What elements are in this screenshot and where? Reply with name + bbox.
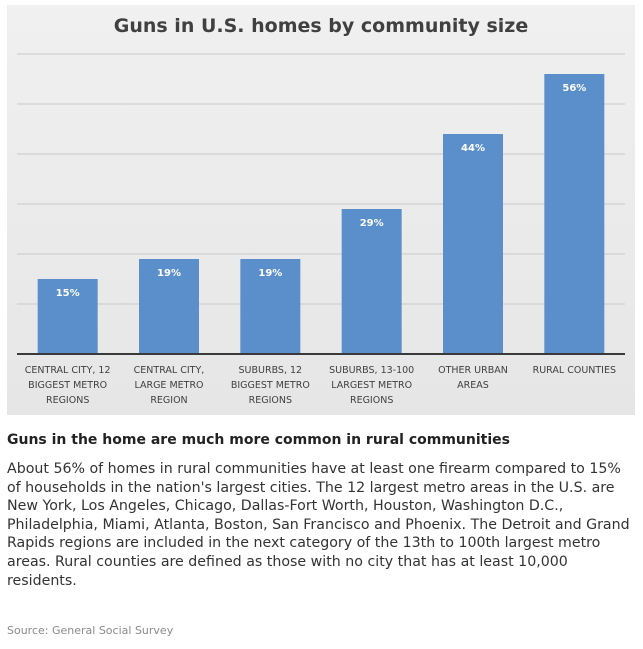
category-label-2 <box>231 365 310 406</box>
data-label-2: 19% <box>258 268 283 279</box>
category-label-line: SUBURBS, 13-100 <box>329 365 415 376</box>
category-label-line: REGIONS <box>349 395 394 406</box>
category-label-line: REGIONS <box>45 395 90 406</box>
category-label-1 <box>134 365 205 406</box>
category-label-4 <box>438 365 508 391</box>
data-label-3: 29% <box>359 218 384 229</box>
category-label-line: OTHER URBAN <box>438 365 508 376</box>
category-label-line: LARGEST METRO <box>331 380 413 391</box>
category-label-line: REGION <box>150 395 188 406</box>
data-label-5: 56% <box>562 83 587 94</box>
data-label-1: 19% <box>157 268 181 279</box>
bar-5 <box>544 74 604 354</box>
source-note: Source: General Social Survey <box>7 624 174 637</box>
category-label-line: RURAL COUNTIES <box>532 365 617 376</box>
data-label-0: 15% <box>55 288 80 299</box>
bar-chart <box>7 5 635 415</box>
bar-4 <box>443 134 503 354</box>
data-label-4: 44% <box>461 143 485 154</box>
caption-body: About 56% of homes in rural communities have at least one firearm compared to 15% of households in the nation's largest cities. The 12 largest metro areas in the U.S. are New York, Los Angeles, Chicago, Dallas-Fort Worth, Houston, Washington D.C., Philadelphia, Miami, Atlanta, Boston, San Francisco and Phoenix. The Detroit and Grand Rapids regions are included in the next category of the 13th to 100th largest metro areas. Rural counties are defined as those with no city that has at least 10,000 residents. <box>7 461 630 589</box>
category-label-line: BIGGEST METRO <box>230 380 310 391</box>
category-label-line: AREAS <box>457 380 489 391</box>
category-label-line: CENTRAL CITY, <box>133 365 205 376</box>
caption-heading: Guns in the home are much more common in rural communities <box>7 432 510 448</box>
category-label-0 <box>25 365 111 406</box>
chart-panel <box>7 5 635 415</box>
category-label-line: LARGE METRO <box>134 380 204 391</box>
chart-title: Guns in U.S. homes by community size <box>113 15 529 37</box>
category-label-line: BIGGEST METRO <box>28 380 108 391</box>
category-label-line: SUBURBS, 12 <box>238 365 303 376</box>
category-label-line: CENTRAL CITY, 12 <box>24 365 111 376</box>
category-label-line: REGIONS <box>248 395 293 406</box>
bar-3 <box>342 209 402 354</box>
category-label-3 <box>329 365 414 406</box>
category-label-5 <box>533 365 616 376</box>
